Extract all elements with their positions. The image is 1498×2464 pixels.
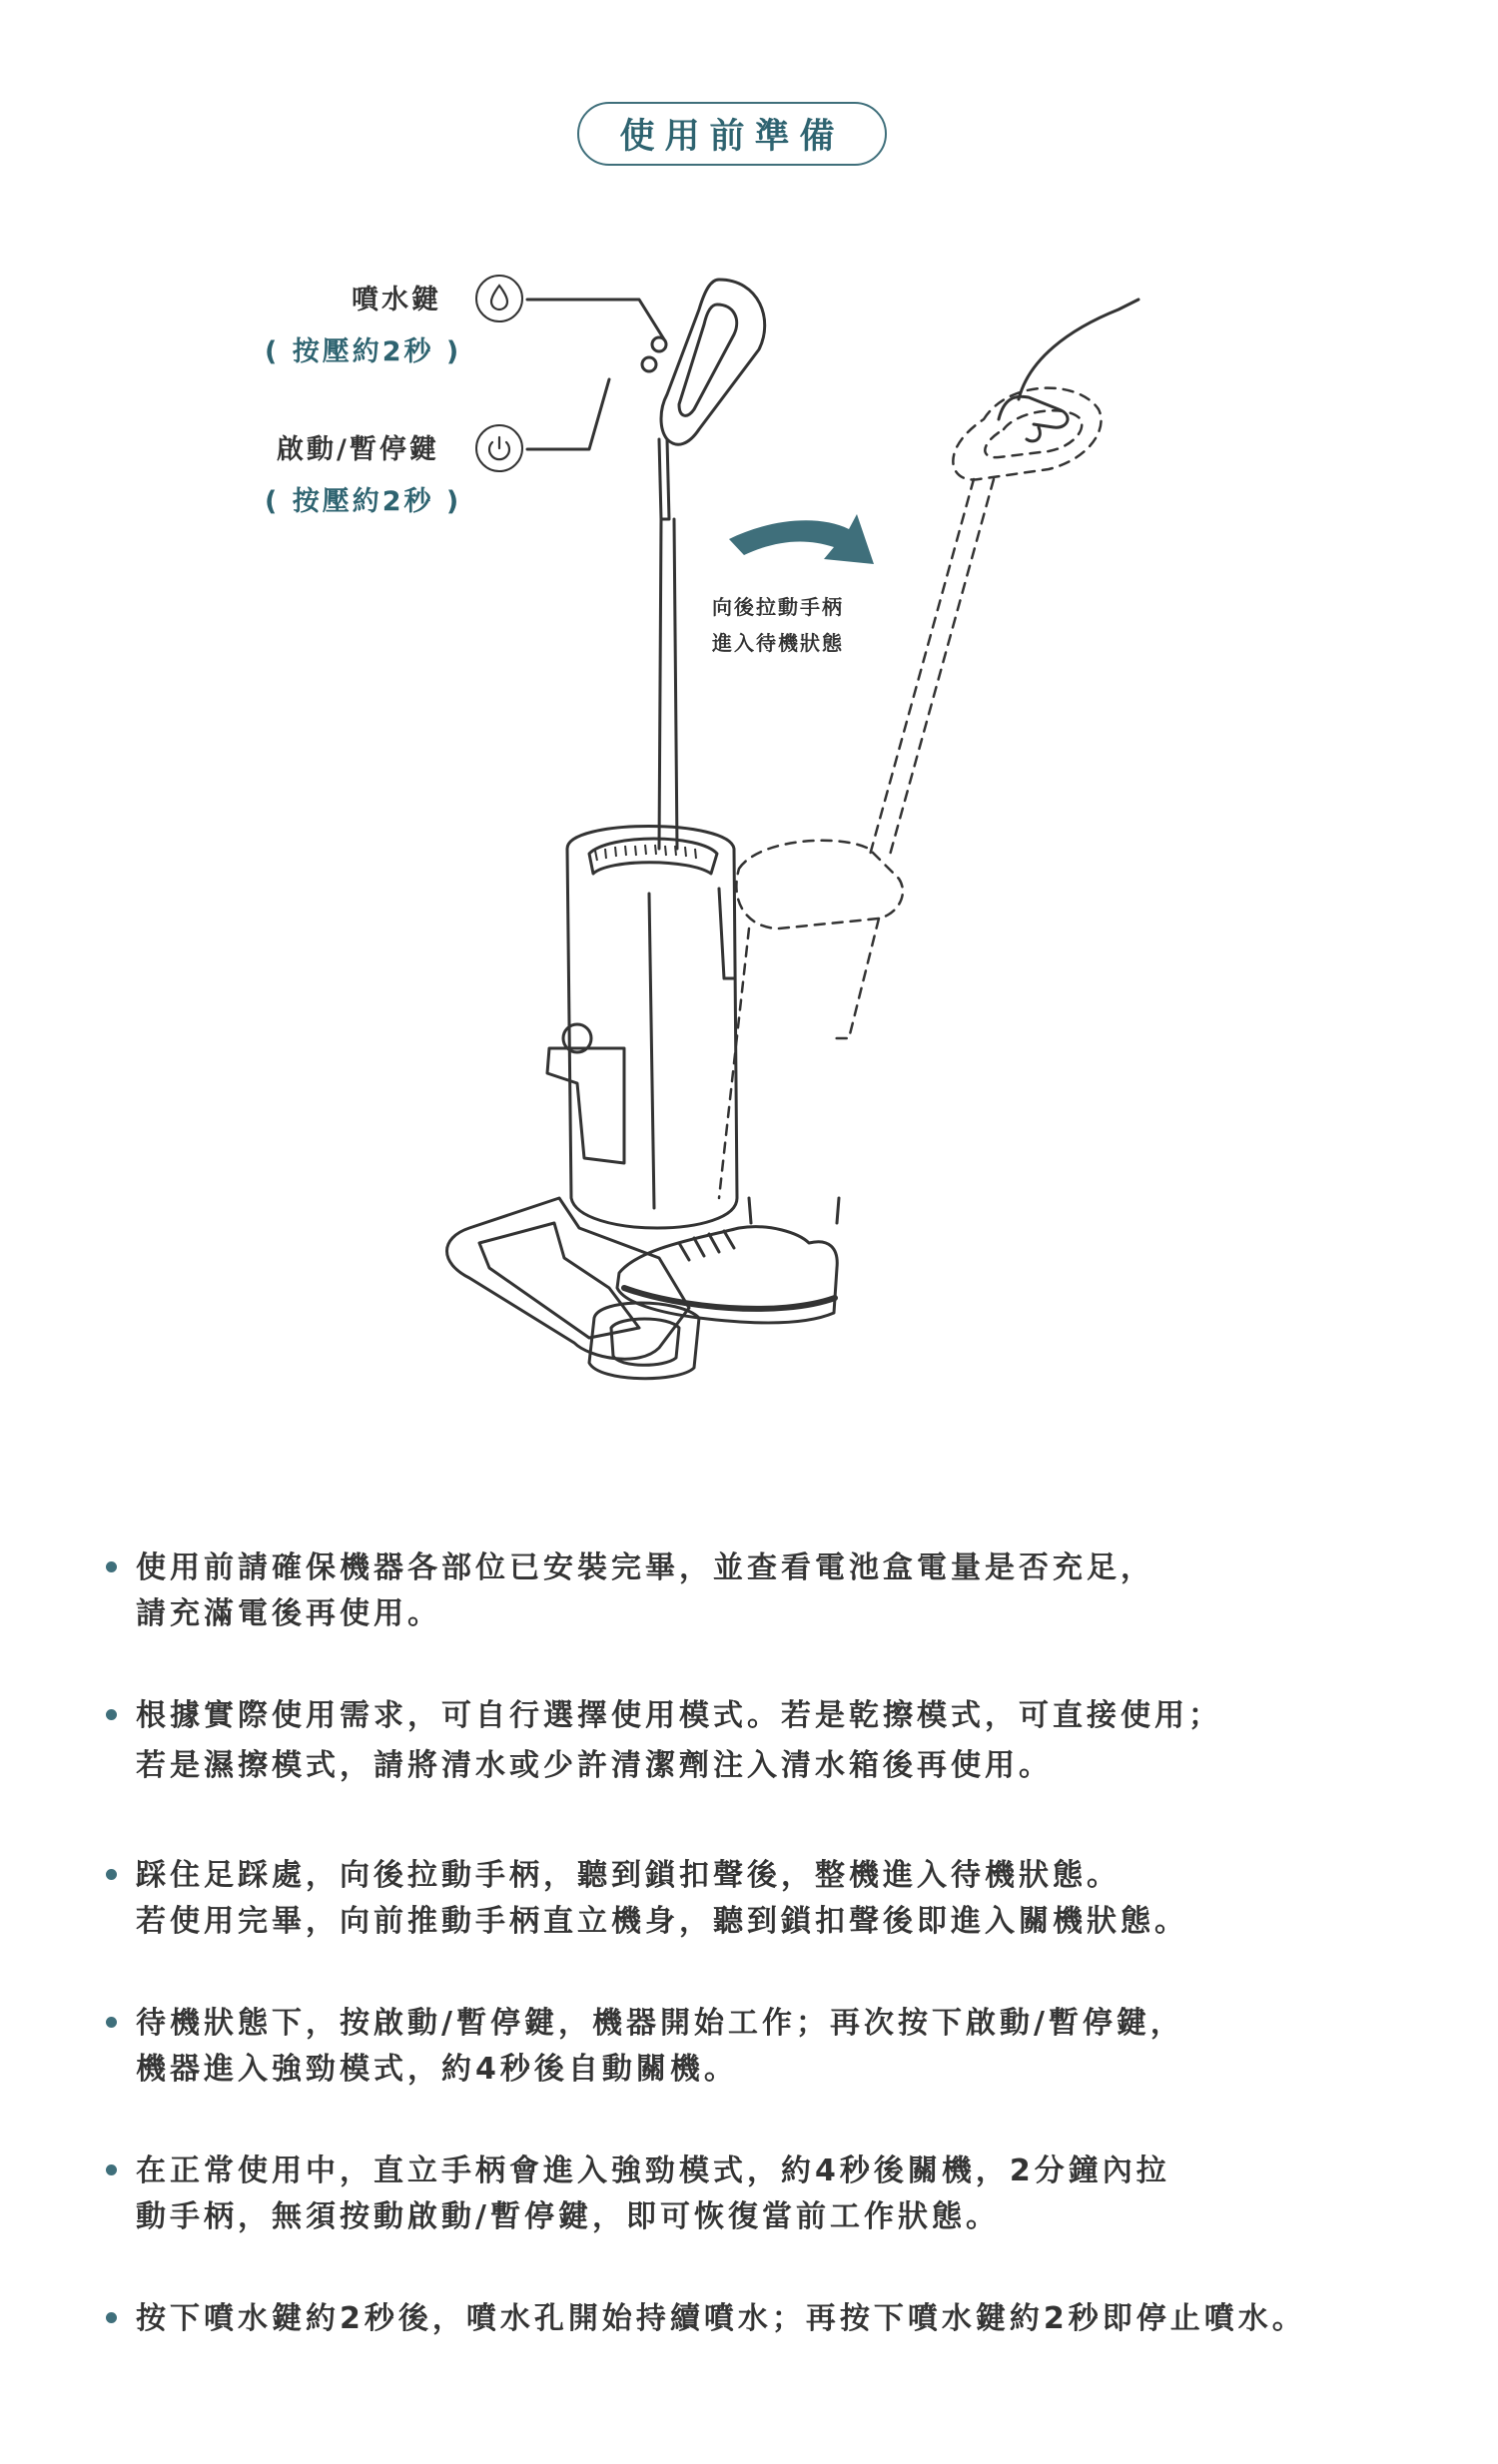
spray-button-hint: ( 按壓約2秒 ) xyxy=(265,336,462,367)
water-drop-icon xyxy=(477,277,521,320)
power-button-hint: ( 按壓約2秒 ) xyxy=(265,486,462,517)
list-item xyxy=(100,1693,1468,1789)
page-title: 使用前準備 xyxy=(577,102,887,166)
tilt-note-line1: 向後拉動手柄 xyxy=(712,595,844,619)
bullet-dot xyxy=(106,1869,117,1880)
instruction-line: 機器進入強勁模式，約4秒後自動關機。 xyxy=(136,2052,738,2087)
power-button-shape xyxy=(642,357,656,371)
list-item xyxy=(100,2149,1468,2240)
instruction-line: 使用前請確保機器各部位已安裝完畢，並查看電池盒電量是否充足， xyxy=(136,1550,1154,1585)
bullet-dot xyxy=(106,2312,117,2323)
tilt-note xyxy=(712,589,844,661)
instruction-line: 在正常使用中，直立手柄會進入強勁模式，約4秒後關機，2分鐘內拉 xyxy=(136,2154,1170,2188)
spray-button-label: 噴水鍵 xyxy=(352,285,441,315)
spray-callout-line xyxy=(527,300,664,339)
power-button-label: 啟動/暫停鍵 xyxy=(277,434,439,465)
spray-button-shape xyxy=(652,337,666,351)
spray-button-icon xyxy=(475,275,523,322)
mop-base xyxy=(447,1198,690,1359)
list-item xyxy=(100,2001,1468,2093)
hand xyxy=(999,300,1138,441)
list-item xyxy=(100,1853,1468,1945)
list-item xyxy=(100,2296,1468,2342)
bullet-dot xyxy=(106,2164,117,2175)
instruction-line: 根據實際使用需求，可自行選擇使用模式。若是乾擦模式，可直接使用； xyxy=(136,1698,1222,1733)
bullet-dot xyxy=(106,1709,117,1720)
power-icon xyxy=(477,426,521,470)
tilt-arrow-icon xyxy=(729,514,874,564)
instruction-line: 若是濕擦模式，請將清水或少許清潔劑注入清水箱後再使用。 xyxy=(136,1748,1053,1783)
bullet-dot xyxy=(106,1561,117,1572)
instruction-list xyxy=(100,1545,1468,2398)
instruction-line: 踩住足踩處，向後拉動手柄，聽到鎖扣聲後，整機進入待機狀態。 xyxy=(136,1858,1121,1893)
power-callout-line xyxy=(527,379,609,449)
power-button-icon xyxy=(475,424,523,472)
instruction-line: 若使用完畢，向前推動手柄直立機身，聽到鎖扣聲後即進入關機狀態。 xyxy=(136,1904,1188,1939)
water-tank xyxy=(547,1048,624,1163)
list-item xyxy=(100,1545,1468,1637)
instruction-line: 請充滿電後再使用。 xyxy=(136,1596,441,1631)
bullet-dot xyxy=(106,2017,117,2028)
tilted-handle-dashed xyxy=(719,388,1102,1198)
instruction-line: 按下噴水鍵約2秒後，噴水孔開始持續噴水；再按下噴水鍵約2秒即停止噴水。 xyxy=(136,2301,1306,2336)
instruction-line: 待機狀態下，按啟動/暫停鍵，機器開始工作；再次按下啟動/暫停鍵， xyxy=(136,2006,1184,2041)
instruction-line: 動手柄，無須按動啟動/暫停鍵，即可恢復當前工作狀態。 xyxy=(136,2199,1000,2234)
tilt-note-line2: 進入待機狀態 xyxy=(712,631,844,655)
